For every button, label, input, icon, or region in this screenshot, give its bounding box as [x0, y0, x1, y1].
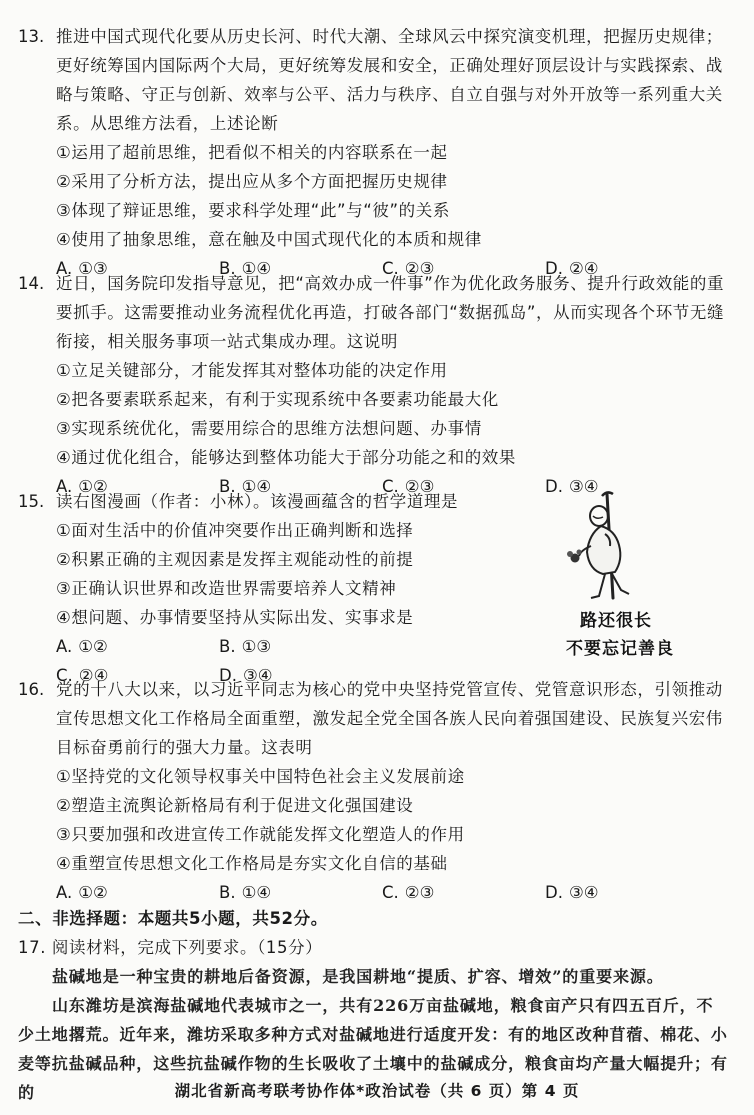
material-paragraph-2: 山东潍坊是滨海盐碱地代表城市之一，共有226万亩盐碱地，粮食亩产只有四五百斤，不少土地撂荒。近年来，潍坊采取多种方式对盐碱地进行适度开发：有的地区改种苜蓿、棉花、小麦等抗盐碱品种，这些抗盐碱作物的生长吸收了土壤中的盐碱成分，粮食亩均产量大幅提升；有的 — [18, 996, 728, 1102]
question-number: 15. — [18, 492, 45, 511]
question-16 — [18, 675, 730, 907]
choice-b: B. ①④ — [219, 259, 272, 278]
material-paragraph-1: 盐碱地是一种宝贵的耕地后备资源，是我国耕地“提质、扩容、增效”的重要来源。 — [52, 967, 664, 986]
cartoon-caption-line-2: 不要忘记善良 — [566, 639, 674, 659]
choice-d: D. ③④ — [545, 477, 599, 496]
choice-b: B. ①④ — [219, 883, 272, 902]
option-3: ③实现系统优化，需要用综合的思维方法想问题、办事情 — [56, 419, 482, 438]
option-3: ③正确认识世界和改造世界需要培养人文精神 — [56, 579, 397, 598]
question-14 — [18, 269, 730, 501]
option-4: ④重塑宣传思想文化工作格局是夯实文化自信的基础 — [56, 854, 448, 873]
option-1: ①坚持党的文化领导权事关中国特色社会主义发展前途 — [56, 767, 465, 786]
option-4: ④使用了抽象思维，意在触及中国式现代化的本质和规律 — [56, 230, 482, 249]
answer-choices — [56, 878, 730, 907]
question-number: 14. — [18, 274, 45, 293]
option-1: ①面对生活中的价值冲突要作出正确判断和选择 — [56, 521, 414, 540]
page-footer: 湖北省新高考联考协作体*政治试卷（共 6 页）第 4 页 — [174, 1082, 580, 1100]
choice-b: B. ①③ — [219, 637, 272, 656]
option-2: ②塑造主流舆论新格局有利于促进文化强国建设 — [56, 796, 414, 815]
question-number: 16. — [18, 680, 45, 699]
cartoon-caption-line-1: 路还很长 — [580, 611, 652, 631]
section-heading: 二、非选择题：本题共5小题，共52分。 — [18, 909, 328, 928]
question-stem: 近日，国务院印发指导意见，把“高效办成一件事”作为优化政务服务、提升行政效能的重要抓手。这需要推动业务流程优化再造，打破各部门“数据孤岛”，从而实现各个环节无缝衔接，相关服务事项一站式集成办理。这说明 — [56, 274, 725, 351]
choice-d: D. ③④ — [545, 883, 599, 902]
option-3: ③只要加强和改进宣传工作就能发挥文化塑造人的作用 — [56, 825, 465, 844]
question-17-heading: 17. 阅读材料，完成下列要求。（15分） — [18, 938, 323, 957]
option-2: ②把各要素联系起来，有利于实现系统中各要素功能最大化 — [56, 390, 499, 409]
question-stem: 推进中国式现代化要从历史长河、时代大潮、全球风云中探究演变机理，把握历史规律；更好统筹国内国际两个大局，更好统筹发展和安全，正确处理好顶层设计与实践探索、战略与策略、守正与创新、效率与公平、活力与秩序、自立自强与对外开放等一系列重大关系。从思维方法看，上述论断 — [56, 27, 723, 133]
option-3: ③体现了辩证思维，要求科学处理“此”与“彼”的关系 — [56, 201, 450, 220]
option-2: ②采用了分析方法，提出应从多个方面把握历史规律 — [56, 172, 448, 191]
choice-d: D. ③④ — [219, 666, 273, 685]
question-stem: 党的十八大以来，以习近平同志为核心的党中央坚持党管宣传、党管意识形态，引领推动宣传思想文化工作格局全面重塑，激发起全党全国各族人民向着强国建设、民族复兴宏伟目标奋勇前行的强大力量。这表明 — [56, 680, 723, 757]
option-4: ④通过优化组合，能够达到整体功能大于部分功能之和的效果 — [56, 448, 516, 467]
choice-a: A. ①② — [56, 477, 108, 496]
choice-b: B. ①④ — [219, 477, 272, 496]
question-13 — [18, 22, 730, 283]
choice-a: A. ①② — [56, 883, 108, 902]
choice-c: C. ②③ — [382, 883, 435, 902]
choice-c: C. ②④ — [56, 666, 109, 685]
choice-c: C. ②③ — [382, 259, 435, 278]
choice-a: A. ①③ — [56, 259, 108, 278]
choice-c: C. ②③ — [382, 477, 435, 496]
option-1: ①立足关键部分，才能发挥其对整体功能的决定作用 — [56, 361, 448, 380]
option-1: ①运用了超前思维，把看似不相关的内容联系在一起 — [56, 143, 448, 162]
question-stem: 读右图漫画（作者：小林）。该漫画蕴含的哲学道理是 — [56, 492, 459, 511]
question-number: 13. — [18, 27, 45, 46]
choice-a: A. ①② — [56, 637, 108, 656]
option-2: ②积累正确的主观因素是发挥主观能动性的前提 — [56, 550, 414, 569]
option-4: ④想问题、办事情要坚持从实际出发、实事求是 — [56, 608, 414, 627]
choice-d: D. ②④ — [545, 259, 599, 278]
